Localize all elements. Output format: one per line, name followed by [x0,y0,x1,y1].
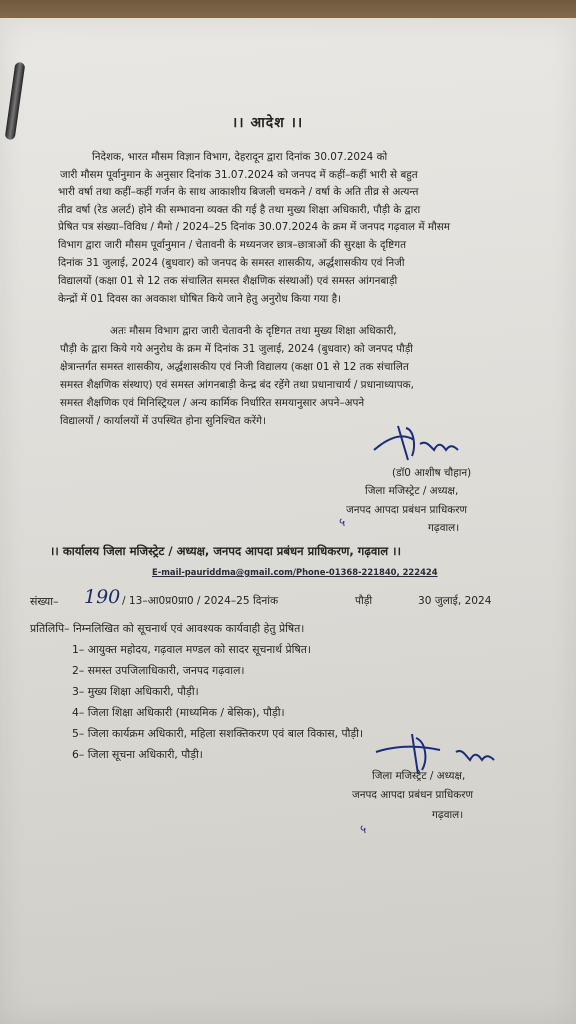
contact-line: E-mail-pauriddma@gmail.com/Phone-01368-221840, 222424 [152,567,438,577]
para1-line: जारी मौसम पूर्वानुमान के अनुसार दिनांक 31.07.2024 को जनपद में कहीं–कहीं भारी से बहुत [60,169,418,181]
para1-line: विभाग द्वारा जारी मौसम पूर्वानुमान / चेतावनी के मध्यनजर छात्र–छात्राओं की सुरक्षा के दृष्टिगत [58,239,406,251]
para2-line: क्षेत्रान्तर्गत समस्त शासकीय, अर्द्धशासकीय एवं निजी विद्यालय (कक्षा 01 से 12 तक संचालित [60,361,409,373]
para1-line: विद्यालयों (कक्षा 01 से 12 तक संचालित समस्त शैक्षणिक संस्थाओं) एवं समस्त आंगनबाड़ी [58,275,398,287]
para1-line: निदेशक, भारत मौसम विज्ञान विभाग, देहरादून द्वारा दिनांक 30.07.2024 को [92,151,388,163]
signature [368,420,468,468]
ink-tick-2: ५ [360,822,367,836]
copy-item: 4– जिला शिक्षा अधिकारी (माध्यमिक / बेसिक), पौड़ी। [72,706,285,719]
para1-line: तीव्र वर्षा (रेड अलर्ट) होने की सम्भावना व्यक्त की गई है तथा मुख्य शिक्षा अधिकारी, पौड़ी के द्वारा [58,204,421,216]
signatory-district-2: गढ़वाल। [432,809,464,821]
ref-date: 30 जुलाई, 2024 [418,595,492,607]
para1-line: केन्द्रों में 01 दिवस का अवकाश घोषित किये जाने हेतु अनुरोध किया गया है। [58,293,342,305]
order-title: ।। आदेश ।। [232,115,304,131]
copy-item: 6– जिला सूचना अधिकारी, पौड़ी। [72,748,203,761]
para1-line: भारी वर्षा तथा कहीं–कहीं गर्जन के साथ आकाशीय बिजली चमकने / वर्षा के अति तीव्र से अत्यन्त [58,186,419,198]
copy-intro: प्रतिलिपि– निम्नलिखित को सूचनार्थ एवं आवश्यक कार्यवाही हेतु प्रेषित। [30,622,305,635]
signatory-authority-2: जनपद आपदा प्रबंधन प्राधिकरण [352,789,473,801]
ref-label: संख्या– [30,595,59,608]
signatory-authority: जनपद आपदा प्रबंधन प्राधिकरण [346,504,467,516]
para2-line: समस्त शैक्षणिक एवं मिनिस्ट्रियल / अन्य कार्मिक निर्धारित समयानुसार अपने–अपने [60,397,365,409]
copy-item: 5– जिला कार्यक्रम अधिकारी, महिला सशक्तिकरण एवं बाल विकास, पौड़ी। [72,727,364,740]
para2-line: समस्त शैक्षणिक संस्थाए) एवं समस्त आंगनबाड़ी केन्द्र बंद रहेंगे तथा प्रधानाचार्य / प्रधानाध्यापक, [60,379,414,391]
signatory-name: (डॉ0 आशीष चौहान) [392,467,472,479]
copy-item: 2– समस्त उपजिलाधिकारी, जनपद गढ़वाल। [72,664,245,677]
para2-line: विद्यालयों / कार्यालयों में उपस्थित होना सुनिश्चित करेंगे। [60,415,266,427]
signatory-title: जिला मजिस्ट्रेट / अध्यक्ष, [365,485,459,497]
copy-item: 1– आयुक्त महोदय, गढ़वाल मण्डल को सादर सूचनार्थ प्रेषित। [72,643,311,656]
para2-line: अतः मौसम विभाग द्वारा जारी चेतावनी के दृष्टिगत तथा मुख्य शिक्षा अधिकारी, [110,325,397,337]
ref-number: / 13–आ0प्र0प्रा0 / 2024–25 दिनांक [122,595,279,607]
signatory-title-2: जिला मजिस्ट्रेट / अध्यक्ष, [372,770,466,782]
para1-line: दिनांक 31 जुलाई, 2024 (बुधवार) को जनपद के समस्त शासकीय, अर्द्धशासकीय एवं निजी [58,257,405,269]
handwritten-number: 190 [84,586,121,608]
signatory-district: गढ़वाल। [428,522,460,534]
office-header: ।। कार्यालय जिला मजिस्ट्रेट / अध्यक्ष, जनपद आपदा प्रबंधन प्राधिकरण, गढ़वाल ।। [50,544,401,558]
para2-line: पौड़ी के द्वारा किये गये अनुरोध के क्रम में दिनांक 31 जुलाई, 2024 (बुधवार) को जनपद पौड़ी [60,343,413,355]
ref-place: पौड़ी [355,595,373,607]
para1-line: प्रेषित पत्र संख्या–विविध / मैमो / 2024–25 दिनांक 30.07.2024 के क्रम में जनपद गढ़वाल में मौसम [58,221,451,233]
copy-item: 3– मुख्य शिक्षा अधिकारी, पौड़ी। [72,685,199,698]
ink-tick: ५ [339,515,346,529]
